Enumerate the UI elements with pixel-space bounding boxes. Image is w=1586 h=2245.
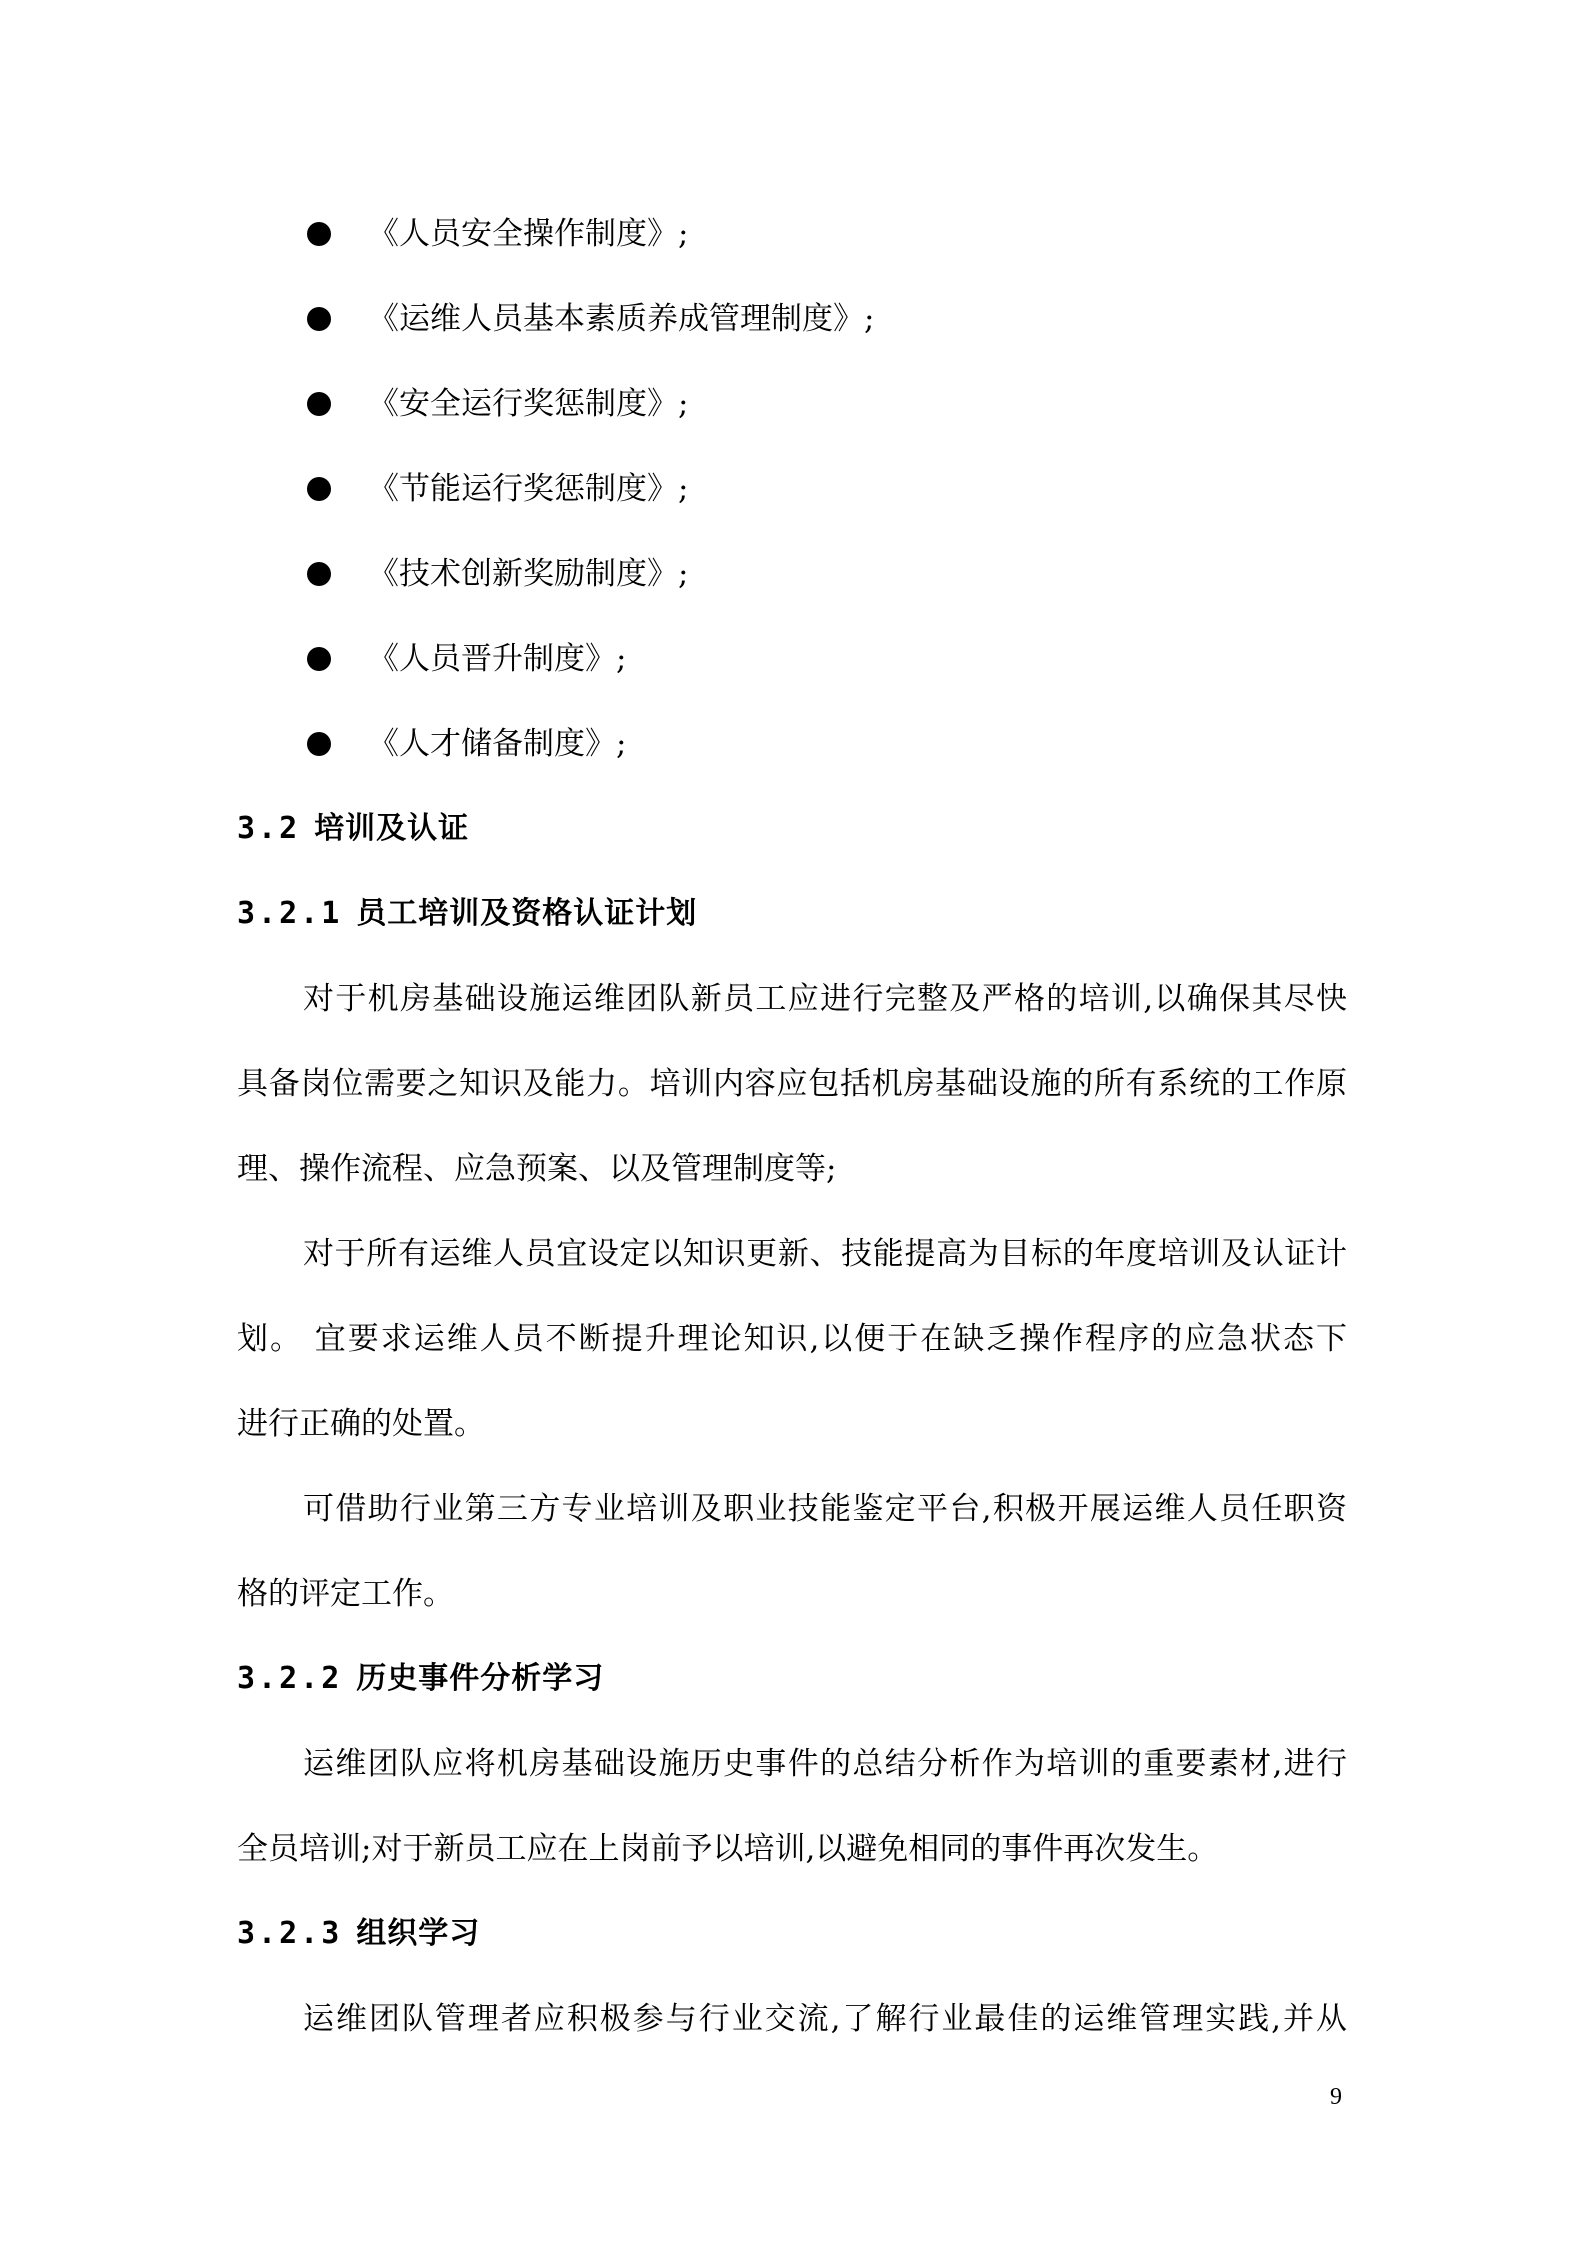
- list-item: [307, 299, 874, 339]
- paragraph-line: 理、操作流程、应急预案、以及管理制度等;: [237, 1151, 837, 1187]
- section-title: 组织学习: [356, 1916, 481, 1951]
- section-number: 3.2.1: [237, 896, 343, 931]
- paragraph-line: 具备岗位需要之知识及能力。培训内容应包括机房基础设施的所有系统的工作原: [237, 1066, 1347, 1102]
- list-item-text: 《安全运行奖惩制度》;: [368, 386, 689, 422]
- paragraph-line: 对于机房基础设施运维团队新员工应进行完整及严格的培训,以确保其尽快: [303, 981, 1347, 1017]
- section-heading-3-2-2: [237, 1659, 1347, 1699]
- paragraph-line: 划。 宜要求运维人员不断提升理论知识,以便于在缺乏操作程序的应急状态下: [237, 1321, 1347, 1357]
- section-number: 3.2.2: [237, 1661, 343, 1696]
- list-item-text: 《人员安全操作制度》;: [368, 216, 689, 252]
- section-number: 3.2.3: [237, 1916, 343, 1951]
- bullet-dot-icon: [307, 562, 331, 586]
- list-item: [307, 214, 688, 254]
- list-item: [307, 384, 688, 424]
- paragraph-line: 全员培训;对于新员工应在上岗前予以培训,以避免相同的事件再次发生。: [237, 1831, 1219, 1867]
- page-number: 9: [1330, 2084, 1342, 2110]
- paragraph-line: 格的评定工作。: [237, 1576, 454, 1612]
- section-heading-3-2-1: [237, 894, 1347, 934]
- paragraph-line: 可借助行业第三方专业培训及职业技能鉴定平台,积极开展运维人员任职资: [303, 1491, 1347, 1527]
- list-item-text: 《技术创新奖励制度》;: [368, 556, 689, 592]
- bullet-dot-icon: [307, 307, 331, 331]
- bullet-dot-icon: [307, 477, 331, 501]
- list-item-text: 《人员晋升制度》;: [368, 641, 627, 677]
- section-title: 员工培训及资格认证计划: [356, 896, 698, 931]
- paragraph-line: 运维团队管理者应积极参与行业交流,了解行业最佳的运维管理实践,并从: [303, 2001, 1347, 2037]
- list-item: [307, 469, 688, 509]
- section-number: 3.2: [237, 811, 301, 846]
- section-title: 培训及认证: [314, 811, 470, 846]
- section-heading-3-2-3: [237, 1914, 1347, 1954]
- paragraph-line: 运维团队应将机房基础设施历史事件的总结分析作为培训的重要素材,进行: [303, 1746, 1347, 1782]
- list-item: [307, 554, 688, 594]
- list-item-text: 《运维人员基本素质养成管理制度》;: [368, 301, 875, 337]
- bullet-dot-icon: [307, 732, 331, 756]
- section-heading-3-2: [237, 809, 1347, 849]
- list-item-text: 《人才储备制度》;: [368, 726, 627, 762]
- bullet-dot-icon: [307, 647, 331, 671]
- list-item: [307, 639, 626, 679]
- paragraph-line: 对于所有运维人员宜设定以知识更新、技能提高为目标的年度培训及认证计: [303, 1236, 1347, 1272]
- bullet-dot-icon: [307, 222, 331, 246]
- section-title: 历史事件分析学习: [356, 1661, 605, 1696]
- list-item: [307, 724, 626, 764]
- bullet-dot-icon: [307, 392, 331, 416]
- list-item-text: 《节能运行奖惩制度》;: [368, 471, 689, 507]
- paragraph-line: 进行正确的处置。: [237, 1406, 485, 1442]
